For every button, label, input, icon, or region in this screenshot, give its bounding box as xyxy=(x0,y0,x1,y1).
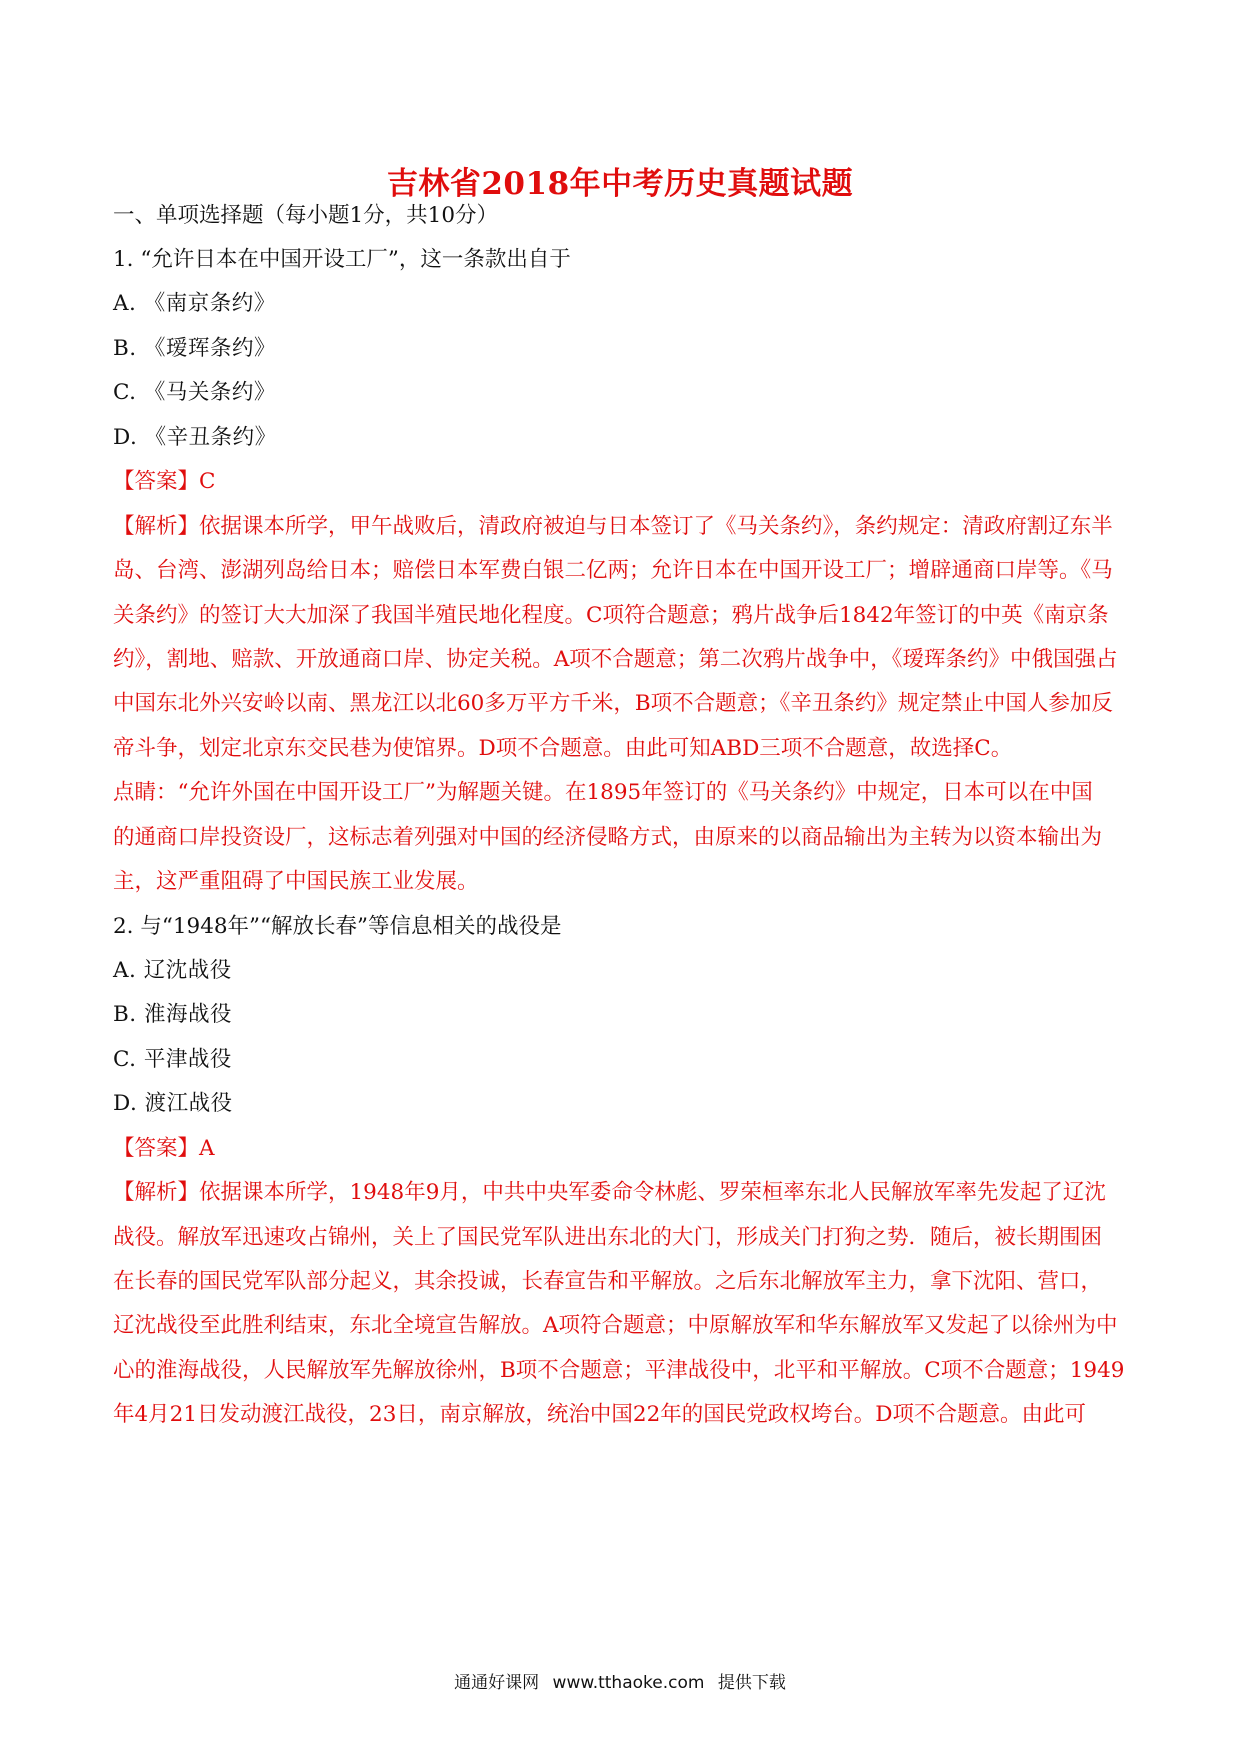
section-heading: 一、单项选择题（每小题1分，共10分） xyxy=(113,203,499,228)
question-2-analysis-line: 战役。解放军迅速攻占锦州，关上了国民党军队进出东北的大门，形成关门打狗之势．随后，被长期围困 xyxy=(113,1225,1103,1250)
question-1-analysis-line: 帝斗争，划定北京东交民巷为使馆界。D项不合题意。由此可知ABD三项不合题意，故选择C。 xyxy=(113,736,1013,761)
question-1-analysis-line: 关条约》的签订大大加深了我国半殖民地化程度。C项符合题意；鸦片战争后1842年签订的中英《南京条 xyxy=(113,603,1109,628)
page-footer xyxy=(0,1668,1240,1693)
question-1-option-c: C. 《马关条约》 xyxy=(113,380,276,405)
question-1-analysis-line: 岛、台湾、澎湖列岛给日本；赔偿日本军费白银二亿两；允许日本在中国开设工厂；增辟通商口岸等。《马 xyxy=(113,558,1113,583)
question-1-analysis-line: 约》，割地、赔款、开放通商口岸、协定关税。A项不合题意；第二次鸦片战争中，《瑷珲条约》中俄国强占 xyxy=(113,647,1118,672)
question-2-analysis-line: 【解析】依据课本所学，1948年9月，中共中央军委命令林彪、罗荣桓率东北人民解放军率先发起了辽沈 xyxy=(113,1180,1106,1205)
question-1-analysis-line: 【解析】依据课本所学，甲午战败后，清政府被迫与日本签订了《马关条约》，条约规定：清政府割辽东半 xyxy=(113,514,1113,539)
question-1-answer xyxy=(113,468,1133,496)
question-2-analysis-line: 年4月21日发动渡江战役，23日，南京解放，统治中国22年的国民党政权垮台。D项不合题意。由此可 xyxy=(113,1402,1086,1427)
footer-suffix: 提供下载 xyxy=(717,1673,786,1693)
answer-value: C xyxy=(199,469,216,494)
question-2-answer xyxy=(113,1135,1133,1163)
question-1-stem: 1. “允许日本在中国开设工厂”，这一条款出自于 xyxy=(113,247,571,272)
question-1-tip-line: 主，这严重阻碍了中国民族工业发展。 xyxy=(113,869,479,894)
question-2-analysis-line: 心的淮海战役，人民解放军先解放徐州，B项不合题意；平津战役中，北平和平解放。C项不合题意；1949 xyxy=(113,1358,1125,1383)
question-1-option-b: B. 《瑷珲条约》 xyxy=(113,336,276,361)
question-2-option-b: B. 淮海战役 xyxy=(113,1002,232,1027)
question-2-option-a: A. 辽沈战役 xyxy=(113,958,232,983)
question-2-option-d: D. 渡江战役 xyxy=(113,1091,233,1116)
footer-site-name: 通通好课网 xyxy=(454,1673,540,1693)
question-2-analysis-line: 辽沈战役至此胜利结束，东北全境宣告解放。A项符合题意；中原解放军和华东解放军又发起了以徐州为中 xyxy=(113,1313,1118,1338)
question-2-stem: 2. 与“1948年”“解放长春”等信息相关的战役是 xyxy=(113,914,562,939)
answer-label: 【答案】 xyxy=(113,1136,200,1161)
document-title: 吉林省2018年中考历史真题试题 xyxy=(386,166,854,202)
question-1-option-a: A. 《南京条约》 xyxy=(113,291,276,316)
answer-value: A xyxy=(199,1136,215,1161)
answer-label: 【答案】 xyxy=(113,469,200,494)
question-1-option-d: D. 《辛丑条约》 xyxy=(113,425,277,450)
question-1-analysis-line: 中国东北外兴安岭以南、黑龙江以北60多万平方千米，B项不合题意；《辛丑条约》规定禁止中国人参加反 xyxy=(113,691,1113,716)
question-2-analysis-line: 在长春的国民党军队部分起义，其余投诚，长春宣告和平解放。之后东北解放军主力，拿下沈阳、营口， xyxy=(113,1269,1103,1294)
footer-url[interactable]: www.tthaoke.com xyxy=(552,1673,705,1693)
question-2-option-c: C. 平津战役 xyxy=(113,1047,232,1072)
question-1-tip-line: 点睛：“允许外国在中国开设工厂”为解题关键。在1895年签订的《马关条约》中规定，日本可以在中国 xyxy=(113,780,1093,805)
question-1-tip-line: 的通商口岸投资设厂，这标志着列强对中国的经济侵略方式，由原来的以商品输出为主转为以资本输出为 xyxy=(113,825,1103,850)
